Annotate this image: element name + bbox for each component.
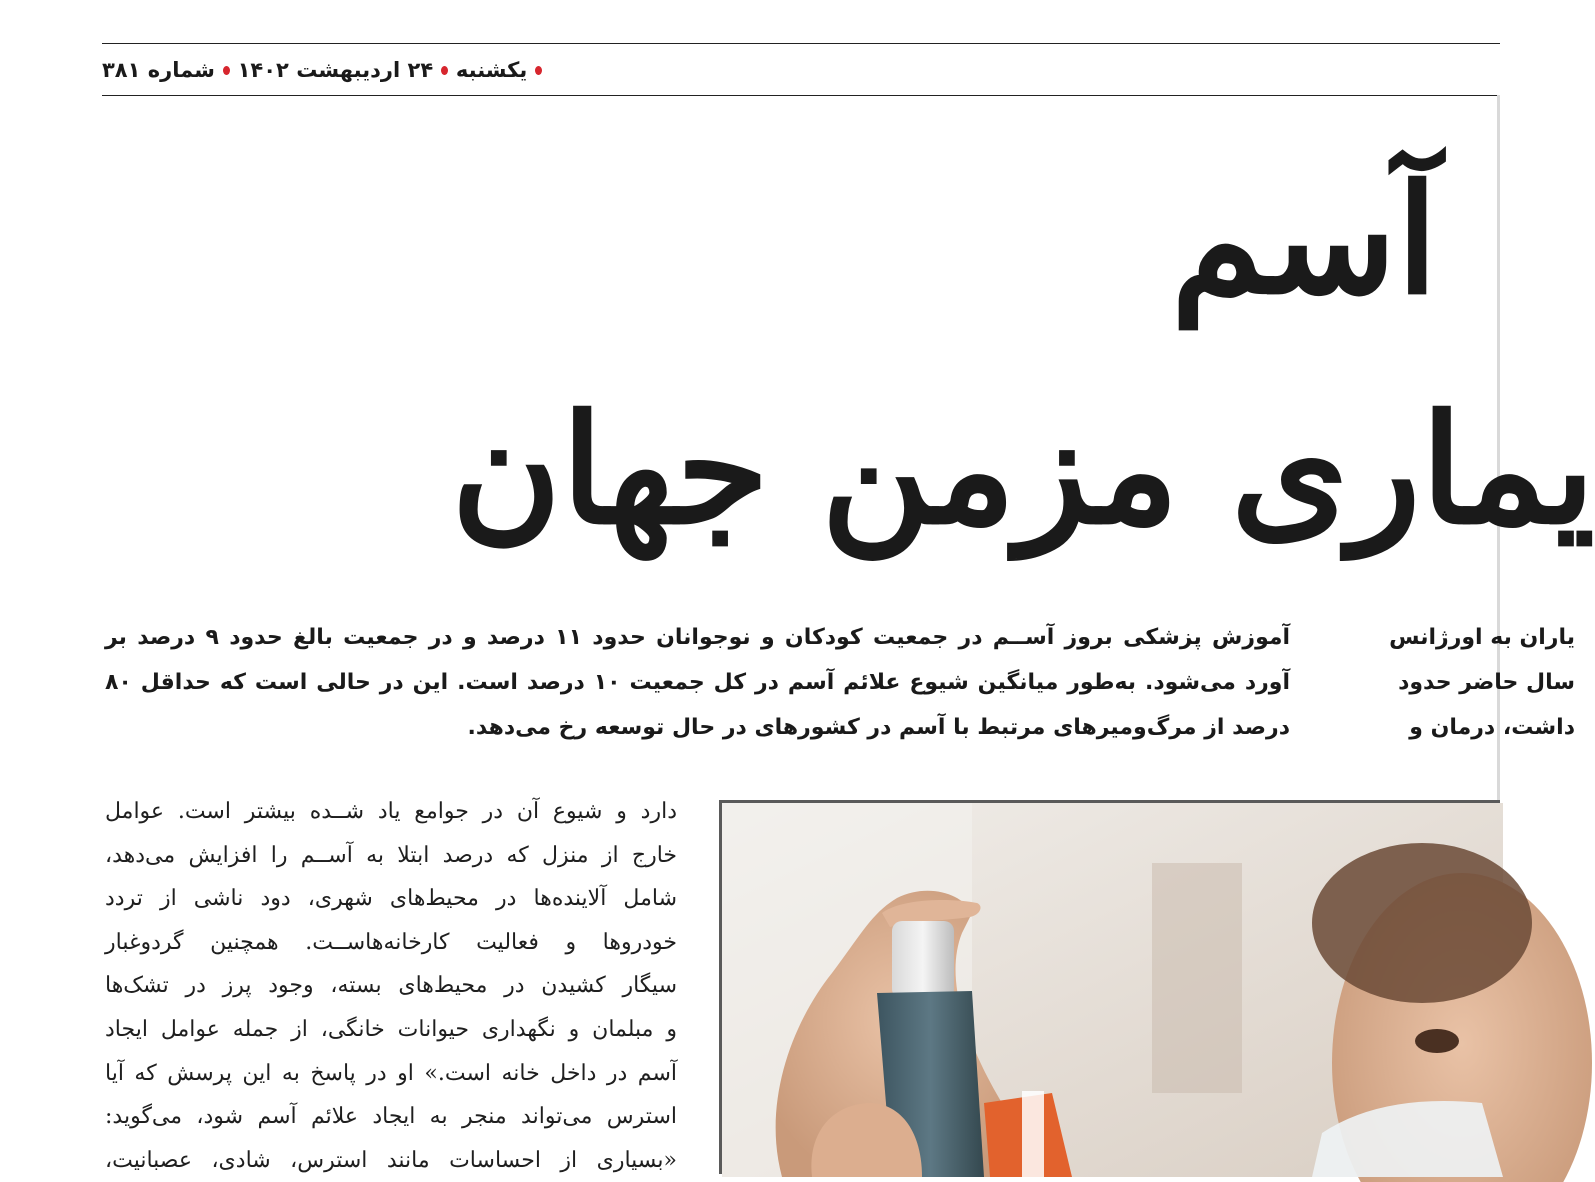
headline-line-2: یماری مزمن جهان bbox=[451, 382, 1595, 558]
body-line: خودروها و فعالیت کارخانه‌هاســت. همچنین گردوغبار bbox=[105, 929, 677, 955]
inhaler-illustration bbox=[722, 803, 1503, 1177]
lead-adjacent-line: داشت، درمان و bbox=[1409, 715, 1575, 740]
headline-line-1: آسم bbox=[1170, 152, 1438, 328]
child-eye bbox=[1415, 1029, 1459, 1053]
inhaler-photo bbox=[719, 800, 1500, 1174]
lead-adjacent-line: یاران به اورژانس bbox=[1389, 625, 1575, 650]
body-line: «بسیاری از احساسات مانند استرس، شادی، عصبانیت، bbox=[105, 1147, 677, 1173]
bullet-dot bbox=[441, 66, 448, 75]
lead-paragraph: آموزش پزشکی بروز آســم در جمعیت کودکان و نوجوانان حدود ۱۱ درصد و در جمعیت بالغ حدود ۹ درصد بر آورد می‌شود. به‌طور میانگین شیوع علائم آسم در کل جمعیت ۱۰ درصد است. این در حالی است که حداقل ۸۰ درصد از مرگ‌ومیرهای مرتبط با آسم در کشورهای در حال توسعه رخ می‌دهد. bbox=[105, 625, 1291, 740]
body-line: دارد و شیوع آن در جوامع یاد شــده بیشتر است. عوامل bbox=[105, 799, 677, 824]
header-rule-bottom bbox=[102, 95, 1500, 96]
background-blur bbox=[1152, 863, 1242, 1093]
bullet-dot bbox=[223, 66, 230, 75]
folio-weekday: یکشنبه bbox=[455, 58, 528, 82]
body-line: آسم در داخل خانه است.» او در پاسخ به این پرسش که آیا bbox=[105, 1060, 677, 1086]
folio-date: ۲۴ اردیبهشت ۱۴۰۲ bbox=[237, 58, 434, 82]
body-column bbox=[105, 790, 677, 1182]
header-rule-top bbox=[102, 43, 1500, 44]
body-line: سیگار کشیدن در محیط‌های بسته، وجود پرز در تشک‌ها bbox=[105, 973, 677, 999]
folio-issue: شماره ۳۸۱ bbox=[101, 58, 215, 82]
child-hair bbox=[1312, 843, 1532, 1003]
body-line: شامل آلاینده‌ها در محیط‌های شهری، دود ناشی از تردد bbox=[105, 886, 677, 912]
inhaler-canister bbox=[892, 921, 954, 999]
body-line: و مبلمان و نگهداری حیوانات خانگی، از جمله عوامل ایجاد bbox=[105, 1016, 677, 1042]
body-line: استرس می‌تواند منجر به ایجاد علائم آسم شود، می‌گوید: bbox=[105, 1104, 677, 1130]
bullet-dot bbox=[535, 66, 542, 75]
headline bbox=[451, 130, 1595, 590]
folio bbox=[102, 52, 542, 88]
body-line: خارج از منزل که درصد ابتلا به آســم را افزایش می‌دهد، bbox=[105, 842, 677, 868]
lead-adjacent-line: سال حاضر حدود bbox=[1398, 670, 1575, 695]
lead-adjacent-column bbox=[1335, 615, 1575, 750]
